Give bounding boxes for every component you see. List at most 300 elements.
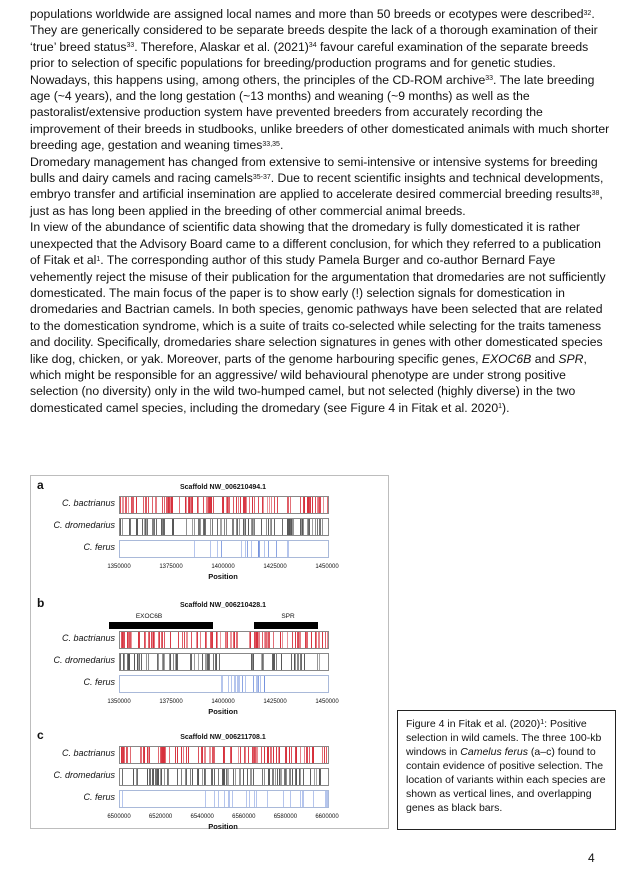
variant-line	[273, 632, 274, 648]
variant-line	[226, 519, 227, 535]
variant-line	[258, 541, 260, 557]
variant-line	[249, 497, 250, 513]
variant-line	[269, 497, 270, 513]
variant-line	[132, 497, 134, 513]
variant-line	[164, 632, 166, 648]
variant-line	[312, 497, 313, 513]
variant-line	[198, 769, 199, 785]
italic-term: SPR	[558, 351, 584, 366]
variant-line	[123, 632, 124, 648]
variant-line	[205, 769, 206, 785]
variant-line	[179, 497, 180, 513]
variant-line	[161, 519, 163, 535]
body-text	[30, 6, 612, 416]
variant-line	[231, 676, 232, 692]
variant-line	[264, 676, 265, 692]
variant-line	[240, 497, 241, 513]
gene-bar-spr	[254, 622, 318, 629]
species-label: C. dromedarius	[53, 520, 115, 530]
variant-line	[300, 519, 301, 535]
citation-superscript: 35-37	[252, 173, 271, 181]
panel-title: Scaffold NW_006211708.1	[180, 734, 266, 741]
variant-line	[213, 747, 215, 763]
variant-line	[155, 497, 157, 513]
variant-line	[154, 632, 155, 648]
variant-line	[324, 747, 325, 763]
variant-line	[153, 769, 154, 785]
variant-line	[164, 769, 166, 785]
variant-line	[312, 519, 314, 535]
variant-line	[149, 769, 151, 785]
variant-line	[256, 791, 257, 807]
variant-line	[133, 769, 134, 785]
variant-line	[322, 632, 323, 648]
species-label: C. bactrianus	[61, 498, 115, 508]
variant-line	[282, 519, 283, 535]
variant-line	[304, 497, 305, 513]
variant-line	[268, 747, 270, 763]
variant-line	[294, 654, 295, 670]
text-run: ).	[502, 400, 510, 415]
variant-line	[244, 747, 245, 763]
variant-line	[186, 769, 188, 785]
variant-line	[128, 654, 130, 670]
variant-line	[191, 497, 192, 513]
axis-title: Position	[208, 707, 238, 716]
variant-line	[131, 632, 133, 648]
text-run: Figure 4 in Fitak et al. (2020)	[406, 718, 541, 730]
variant-line	[152, 769, 153, 785]
variant-line	[246, 497, 247, 513]
variant-line	[310, 769, 311, 785]
variant-line	[287, 497, 288, 513]
variant-line	[204, 747, 206, 763]
variant-line	[323, 497, 324, 513]
variant-line	[219, 654, 220, 670]
variant-line	[264, 541, 265, 557]
variant-line	[157, 769, 159, 785]
variant-line	[286, 747, 287, 763]
variant-line	[200, 519, 201, 535]
variant-line	[290, 791, 291, 807]
variant-line	[220, 519, 222, 535]
tick-label: 6540000	[190, 814, 214, 820]
variant-line	[158, 747, 159, 763]
variant-line	[202, 747, 204, 763]
variant-line	[317, 519, 318, 535]
citation-superscript: 33	[126, 42, 135, 50]
variant-line	[221, 676, 222, 692]
variant-line	[245, 519, 246, 535]
variant-line	[184, 632, 185, 648]
variant-line	[223, 747, 225, 763]
variant-line	[304, 747, 305, 763]
variant-line	[158, 654, 160, 670]
variant-line	[322, 519, 323, 535]
variant-line	[287, 632, 288, 648]
tick-label: 6560000	[232, 814, 256, 820]
variant-line	[159, 632, 160, 648]
variant-line	[289, 747, 291, 763]
variant-line	[292, 519, 294, 535]
page-number: 4	[588, 851, 595, 865]
variant-line	[198, 654, 199, 670]
variant-line	[183, 747, 184, 763]
variant-line	[122, 519, 123, 535]
variant-line	[290, 769, 291, 785]
variant-line	[253, 654, 254, 670]
variant-line	[120, 519, 121, 535]
variant-line	[258, 497, 259, 513]
variant-line	[134, 654, 135, 670]
variant-line	[145, 497, 147, 513]
variant-line	[229, 497, 230, 513]
tick-label: 6580000	[273, 814, 298, 820]
text-run: , just as has long been applied in the breeding of other commercial animal breeds.	[30, 187, 603, 218]
variant-line	[273, 747, 274, 763]
variant-line	[319, 769, 320, 785]
variant-line	[152, 497, 153, 513]
variant-line	[198, 497, 199, 513]
variant-line	[262, 632, 263, 648]
variant-line	[186, 632, 188, 648]
variant-line	[122, 769, 123, 785]
variant-line	[198, 747, 199, 763]
variant-line	[155, 769, 157, 785]
variant-line	[122, 497, 124, 513]
variant-line	[227, 632, 228, 648]
variant-line	[307, 497, 309, 513]
variant-line	[162, 497, 163, 513]
variant-line	[210, 519, 211, 535]
variant-line	[186, 519, 187, 535]
variant-line	[204, 769, 205, 785]
variant-line	[278, 747, 279, 763]
variant-line	[303, 769, 304, 785]
variant-line	[233, 769, 234, 785]
variant-line	[271, 497, 272, 513]
variant-line	[233, 519, 234, 535]
variant-line	[239, 519, 241, 535]
text-run: , which might be responsible for an aggressive/ wild behavioural phenotype are under strong positive selection (no diversity) only in the wild two-humped camel, but not selected (highly diverse) in the two domesticated camel species, including the dromedary (see Figure 4 in Fitak et al. 2020	[30, 351, 587, 415]
variant-line	[167, 769, 168, 785]
variant-line	[227, 769, 229, 785]
variant-line	[258, 676, 259, 692]
variant-line	[130, 747, 131, 763]
variant-line	[152, 632, 153, 648]
variant-line	[169, 654, 170, 670]
variant-line	[247, 541, 248, 557]
figure-4	[30, 475, 389, 829]
italic-term: EXOC6B	[481, 351, 532, 366]
variant-line	[327, 497, 329, 513]
variant-line	[246, 791, 247, 807]
variant-line	[200, 632, 201, 648]
tick-label: 1450000	[315, 699, 339, 705]
axis-title: Position	[208, 822, 238, 831]
variant-line	[262, 769, 263, 785]
variant-line	[190, 654, 191, 670]
variant-line	[302, 519, 303, 535]
variant-line	[238, 497, 239, 513]
species-label: C. dromedarius	[53, 655, 115, 665]
variant-line	[276, 654, 277, 670]
variant-line	[206, 632, 208, 648]
variant-line	[169, 747, 171, 763]
variant-line	[141, 654, 142, 670]
tick-label: 1375000	[159, 564, 183, 570]
species-label: C. ferus	[83, 792, 115, 802]
variant-line	[140, 747, 141, 763]
citation-superscript: 32	[583, 9, 592, 17]
variant-line	[288, 541, 289, 557]
variant-line	[223, 497, 224, 513]
variant-line	[239, 676, 240, 692]
variant-line	[123, 747, 125, 763]
gene-bar-exoc6b	[109, 622, 213, 629]
tick-label: 1450000	[315, 564, 339, 570]
variant-line	[192, 519, 193, 535]
variant-line	[161, 769, 162, 785]
variant-line	[252, 497, 253, 513]
variant-line	[129, 632, 131, 648]
variant-line	[224, 791, 226, 807]
variant-line	[291, 747, 293, 763]
variant-line	[326, 747, 327, 763]
variant-line	[272, 769, 274, 785]
tick-label: 1400000	[211, 564, 235, 570]
variant-line	[282, 632, 283, 648]
text-run: They are generically considered to be separate breeds despite the lack of a thorough examination of their ‘true’ breed status	[30, 23, 598, 54]
variant-line	[301, 654, 302, 670]
variant-line	[317, 497, 318, 513]
variant-line	[295, 632, 297, 648]
variant-line	[277, 769, 279, 785]
text-run: Dromedary management has changed from extensive to semi-intensive or intensive systems for breeding bulls and dairy camels and racing camels	[30, 154, 598, 186]
variant-line	[298, 632, 299, 648]
variant-line	[268, 769, 270, 785]
variant-line	[127, 747, 128, 763]
variant-line	[213, 654, 214, 670]
citation-superscript: 38	[591, 189, 600, 197]
variant-line	[247, 769, 248, 785]
variant-line	[264, 769, 265, 785]
variant-line	[260, 676, 262, 692]
variant-line	[164, 654, 165, 670]
variant-line	[173, 654, 174, 670]
variant-line	[250, 632, 251, 648]
variant-line	[248, 747, 249, 763]
variant-line	[189, 497, 190, 513]
variant-line	[197, 632, 198, 648]
variant-line	[204, 519, 205, 535]
variant-line	[243, 769, 244, 785]
variant-line	[124, 632, 125, 648]
variant-line	[208, 654, 209, 670]
variant-line	[142, 519, 143, 535]
panel-letter: a	[37, 478, 44, 492]
variant-line	[319, 497, 321, 513]
variant-line	[137, 654, 138, 670]
variant-line	[206, 497, 208, 513]
variant-line	[248, 519, 249, 535]
citation-superscript: 33,35	[262, 140, 280, 148]
variant-line	[188, 747, 189, 763]
variant-line	[211, 497, 212, 513]
variant-line	[121, 747, 122, 763]
variant-line	[295, 654, 296, 670]
variant-line	[280, 632, 281, 648]
variant-line	[283, 791, 284, 807]
variant-line	[285, 769, 286, 785]
variant-line	[220, 632, 221, 648]
variant-line	[144, 747, 145, 763]
variant-line	[319, 654, 320, 670]
variant-line	[234, 676, 236, 692]
variant-line	[281, 654, 282, 670]
variant-line	[212, 519, 213, 535]
variant-line	[131, 497, 132, 513]
variant-track	[119, 675, 329, 693]
variant-line	[317, 654, 319, 670]
variant-track	[119, 496, 329, 514]
variant-line	[221, 541, 222, 557]
paragraph	[30, 154, 612, 220]
variant-line	[228, 791, 230, 807]
variant-line	[254, 632, 255, 648]
variant-line	[224, 519, 225, 535]
text-run: In view of the abundance of scientific data showing that the dromedary is fully domesticated it is rather unexpected that the Advisory Board came to a different conclusion, for which they referred to a publication of Fitak et al	[30, 220, 601, 268]
variant-line	[300, 654, 302, 670]
variant-line	[145, 632, 147, 648]
variant-line	[149, 747, 150, 763]
variant-line	[208, 497, 209, 513]
variant-line	[300, 747, 302, 763]
variant-line	[172, 497, 173, 513]
variant-line	[276, 541, 277, 557]
species-label: C. dromedarius	[53, 770, 115, 780]
variant-line	[211, 769, 213, 785]
variant-line	[194, 519, 195, 535]
variant-line	[217, 519, 218, 535]
variant-line	[129, 519, 130, 535]
variant-line	[299, 769, 300, 785]
variant-line	[325, 632, 326, 648]
variant-line	[218, 791, 219, 807]
text-run: and	[531, 351, 559, 366]
variant-line	[185, 497, 187, 513]
variant-line	[264, 632, 265, 648]
variant-line	[249, 791, 250, 807]
variant-track	[119, 768, 329, 786]
variant-line	[209, 747, 211, 763]
variant-line	[232, 519, 233, 535]
variant-line	[292, 769, 293, 785]
variant-line	[176, 654, 178, 670]
variant-line	[299, 632, 301, 648]
variant-line	[212, 632, 213, 648]
variant-line	[264, 747, 265, 763]
variant-line	[289, 519, 290, 535]
text-run: . The late breeding age (~4 years), and the long gestation (~13 months) and weaning (~9 months) as well as the pastoralist/extensive production system have prevented breeders from accurately recording the improvement of their breeds in studbooks, unlike breeders of other domesticated animals with much shorter breeding age, gestation and weaning times	[30, 72, 610, 153]
variant-line	[175, 747, 177, 763]
citation-superscript: 33	[485, 75, 494, 83]
variant-line	[152, 519, 154, 535]
text-run: : Positive selection in wild camels. The three 100-kb windows in	[406, 718, 602, 758]
variant-line	[268, 541, 270, 557]
variant-line	[270, 747, 271, 763]
text-run: .	[279, 138, 284, 153]
variant-line	[136, 769, 137, 785]
variant-track	[119, 746, 329, 764]
variant-line	[290, 497, 292, 513]
panel-title: Scaffold NW_006210428.1	[180, 602, 266, 609]
italic-term: Camelus ferus	[460, 746, 528, 758]
variant-line	[163, 519, 165, 535]
variant-line	[230, 747, 232, 763]
variant-line	[296, 747, 297, 763]
variant-line	[214, 747, 215, 763]
variant-line	[148, 497, 150, 513]
variant-line	[256, 632, 258, 648]
species-label: C. bactrianus	[61, 633, 115, 643]
variant-line	[232, 791, 233, 807]
variant-line	[291, 654, 292, 670]
variant-line	[288, 497, 290, 513]
tick-label: 1350000	[107, 564, 131, 570]
variant-line	[249, 632, 250, 648]
variant-line	[280, 769, 282, 785]
variant-line	[267, 791, 268, 807]
variant-line	[124, 654, 125, 670]
variant-line	[173, 519, 174, 535]
variant-line	[148, 747, 149, 763]
text-run: . The corresponding author of this study Pamela Burger and co-author Bernard Faye vehemently reject the misuse of their publication for the argumentation that dromedaries are not sufficiently domesticated. The main focus of the paper is to show early (!) selection signals for domestication in dromedaries and Bactrian camels. In both species, genomic pathways have been selected that are related to the domestication syndrome, which is a suite of traits co-selected while selecting for the traits tameness and docility. Specifically, dromedaries share selection signatures in genes with other domesticated species like dog, chicken, or yak. Moreover, parts of the genome harbouring specific genes,	[30, 253, 606, 366]
variant-line	[251, 654, 252, 670]
variant-line	[170, 632, 171, 648]
variant-line	[191, 632, 192, 648]
tick-label: 6500000	[107, 814, 131, 820]
variant-line	[192, 497, 193, 513]
variant-line	[125, 497, 127, 513]
variant-line	[217, 541, 218, 557]
variant-line	[120, 497, 121, 513]
variant-line	[162, 632, 164, 648]
variant-line	[297, 654, 299, 670]
variant-line	[241, 541, 242, 557]
variant-line	[210, 541, 211, 557]
variant-line	[147, 769, 148, 785]
species-label: C. ferus	[83, 542, 115, 552]
variant-line	[252, 747, 253, 763]
variant-line	[202, 654, 203, 670]
tick-label: 1425000	[263, 699, 287, 705]
variant-line	[274, 654, 275, 670]
variant-track	[119, 631, 329, 649]
variant-line	[171, 497, 172, 513]
figure-caption	[397, 710, 616, 830]
paragraph	[30, 219, 612, 416]
variant-line	[194, 654, 196, 670]
variant-line	[315, 632, 316, 648]
variant-line	[214, 769, 215, 785]
variant-line	[266, 519, 267, 535]
variant-line	[300, 791, 302, 807]
variant-line	[254, 519, 255, 535]
variant-line	[143, 497, 145, 513]
variant-line	[325, 791, 326, 807]
tick-label: 1400000	[211, 699, 235, 705]
